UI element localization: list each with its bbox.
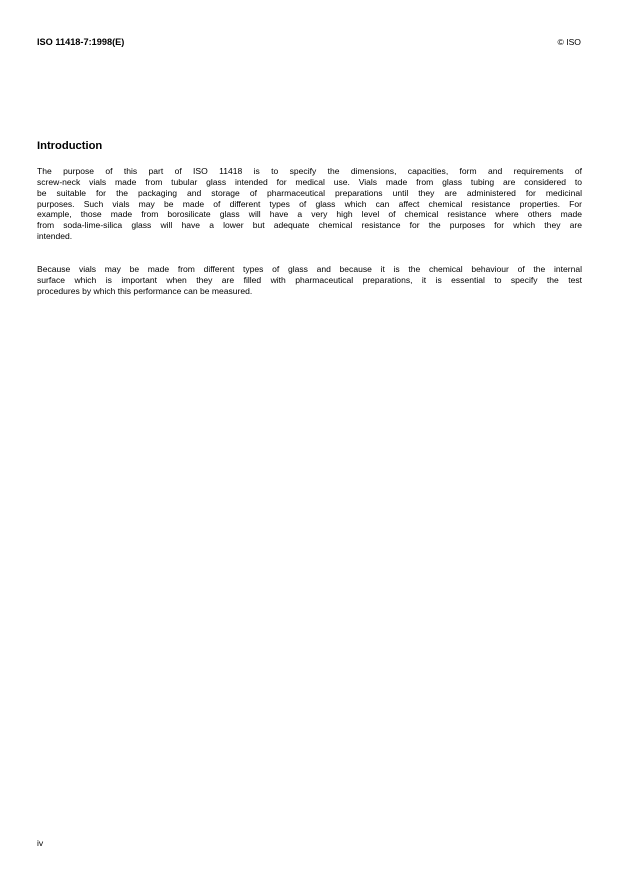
text-line: intended. <box>37 231 73 242</box>
text-line: example, those made from borosilicate glass will have a very high level of chemical resistance where others made <box>37 209 582 220</box>
text-line: procedures by which this performance can be measured. <box>37 285 253 296</box>
text-line: Because vials may be made from different types of glass and because it is the chemical behaviour of the internal <box>37 264 582 274</box>
paragraph-2 <box>37 264 582 297</box>
text-line: purposes. Such vials may be made of different types of glass which can affect chemical resistance properties. For <box>37 198 582 209</box>
paragraph-1 <box>37 166 582 242</box>
page-number: iv <box>37 838 44 848</box>
copyright-notice: © ISO <box>557 37 581 47</box>
document-id: ISO 11418-7:1998(E) <box>37 37 125 47</box>
section-title: Introduction <box>37 140 103 152</box>
text-line: The purpose of this part of ISO 11418 is to specify the dimensions, capacities, form and requirements of <box>37 166 582 176</box>
text-line: from soda-lime-silica glass will have a lower but adequate chemical resistance for the purposes for which they are <box>37 220 582 231</box>
text-line: surface which is important when they are filled with pharmaceutical preparations, it is essential to specify the test <box>37 274 582 285</box>
text-line: be suitable for the packaging and storage of pharmaceutical preparations until they are administered for medicinal <box>37 187 582 198</box>
text-line: screw-neck vials made from tubular glass intended for medical use. Vials made from glass tubing are considered to <box>37 176 582 187</box>
